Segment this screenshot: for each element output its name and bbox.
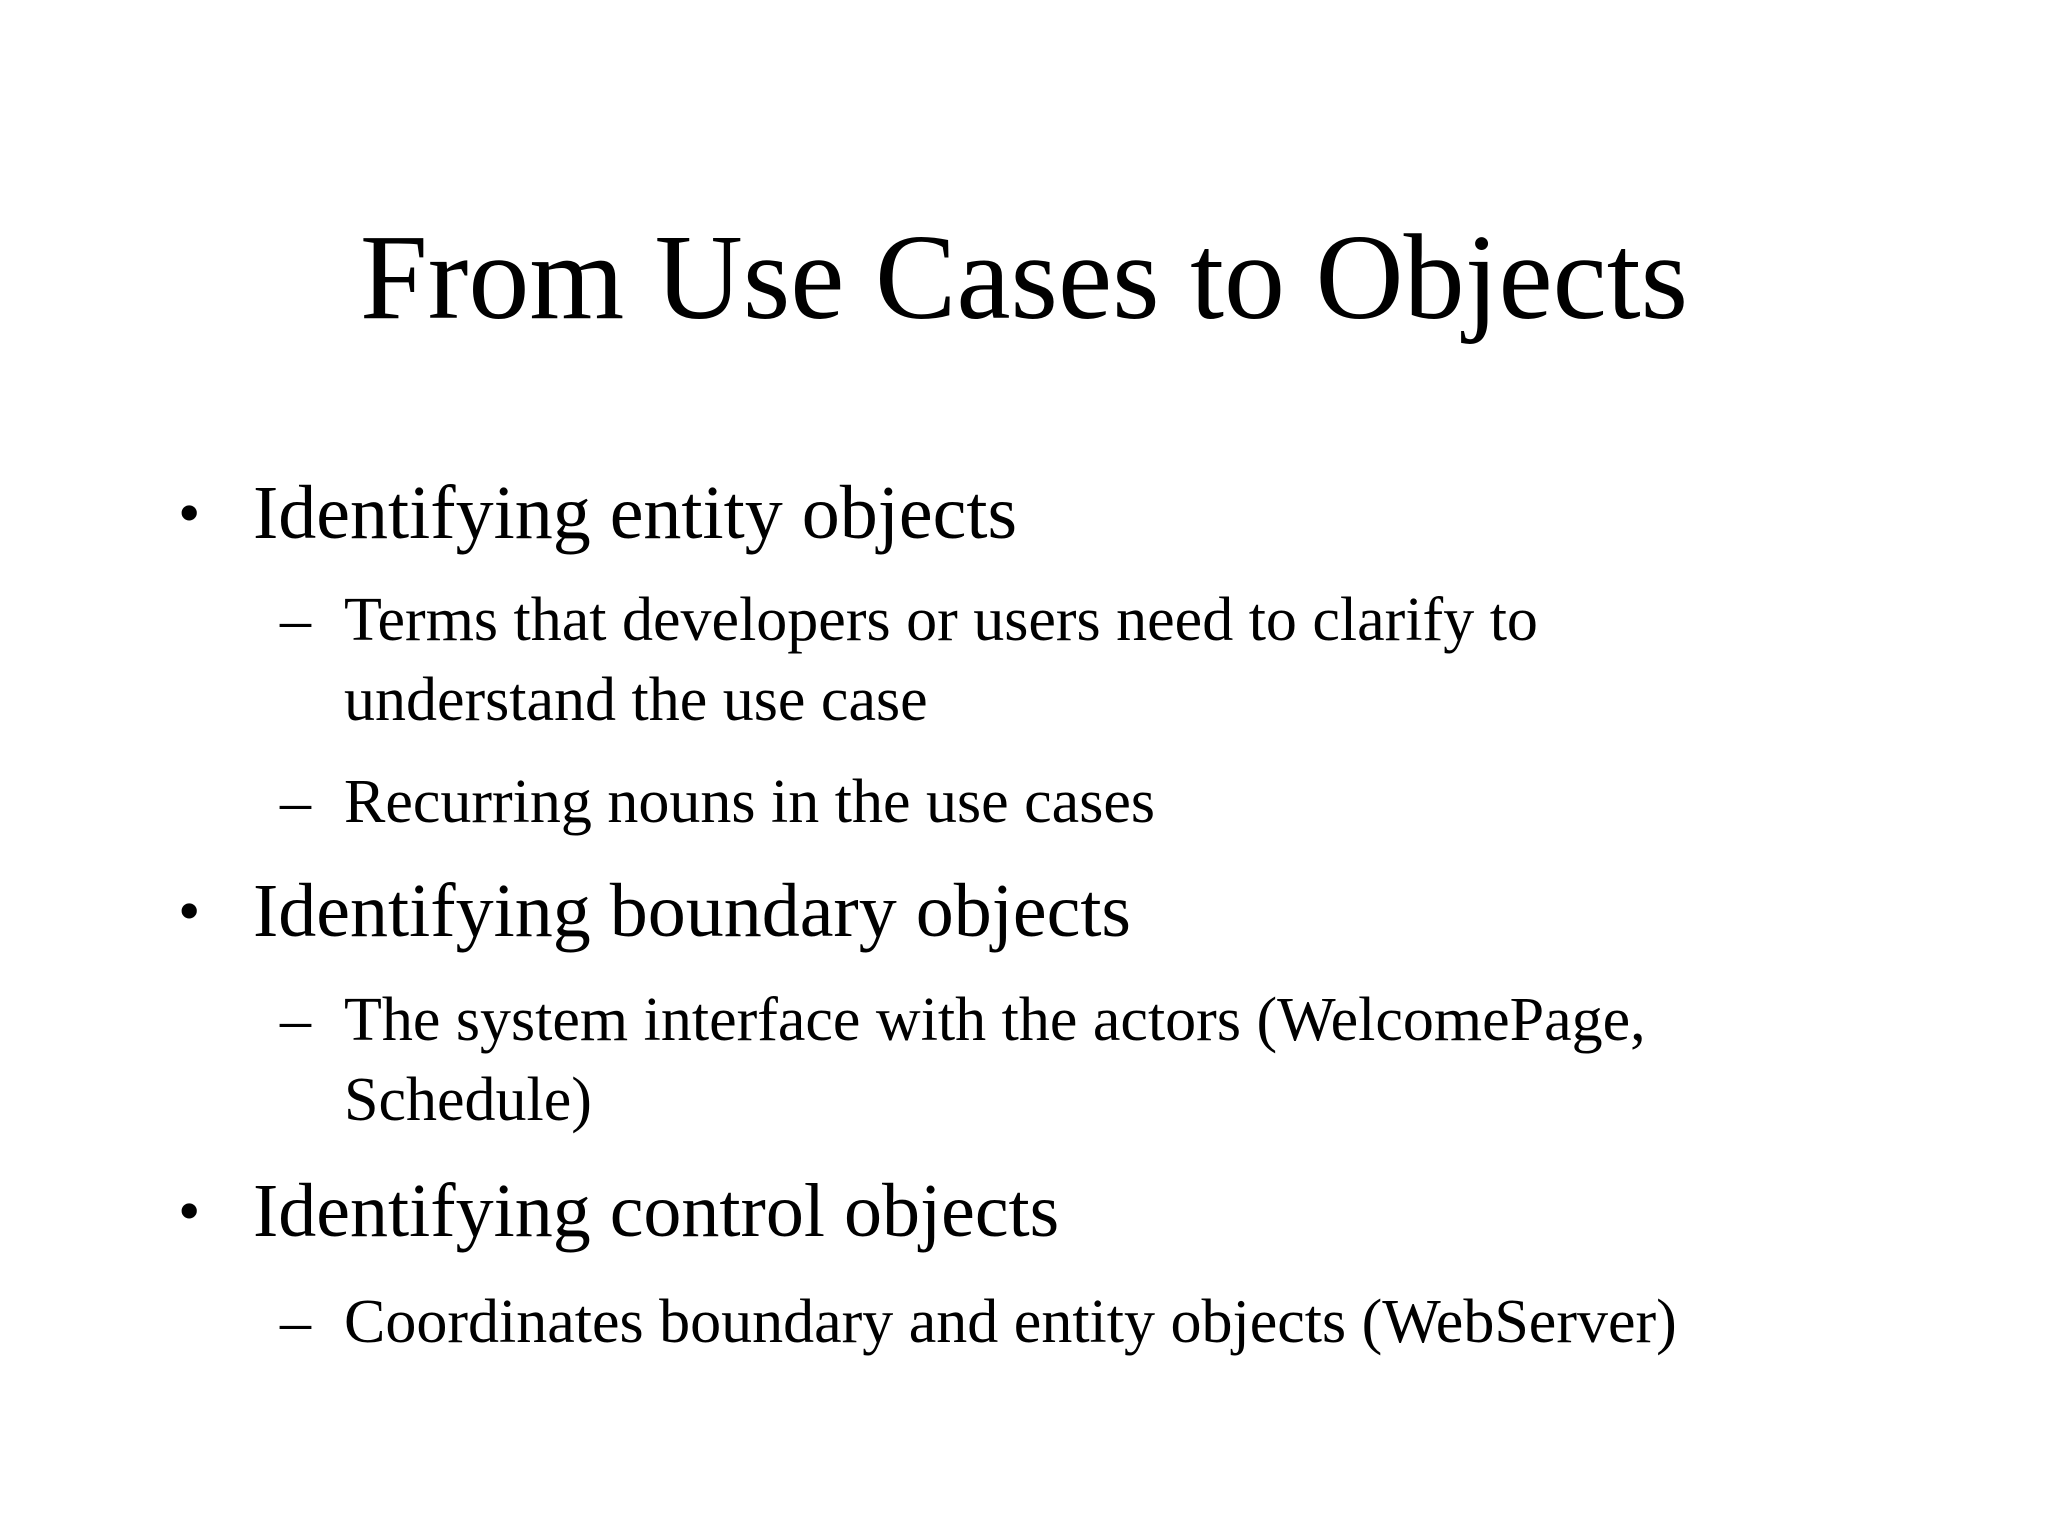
sub-bullet-text: Coordinates boundary and entity objects (WebServer) bbox=[344, 1288, 1677, 1356]
bullet-marker: • bbox=[178, 875, 201, 946]
dash-marker: – bbox=[280, 1288, 311, 1356]
sub-bullet-line: Terms that developers or users need to clarify to bbox=[344, 586, 1538, 654]
bullet-text: Identifying boundary objects bbox=[253, 869, 1132, 953]
bullet-text: Identifying entity objects bbox=[253, 471, 1018, 555]
sub-bullet-text bbox=[344, 980, 1794, 1140]
dash-marker: – bbox=[280, 768, 311, 836]
bullet-marker: • bbox=[178, 1175, 201, 1246]
sub-bullet-line: understand the use case bbox=[344, 666, 928, 734]
sub-bullet-text bbox=[344, 580, 1794, 740]
sub-bullet-text: Recurring nouns in the use cases bbox=[344, 768, 1155, 836]
sub-bullet-line: The system interface with the actors (WelcomePage, bbox=[344, 986, 1646, 1054]
sub-bullet-line: Schedule) bbox=[344, 1066, 592, 1134]
bullet-text: Identifying control objects bbox=[253, 1169, 1060, 1253]
dash-marker: – bbox=[280, 586, 311, 654]
slide-title: From Use Cases to Objects bbox=[359, 210, 1689, 345]
dash-marker: – bbox=[280, 986, 311, 1054]
bullet-marker: • bbox=[178, 477, 201, 548]
